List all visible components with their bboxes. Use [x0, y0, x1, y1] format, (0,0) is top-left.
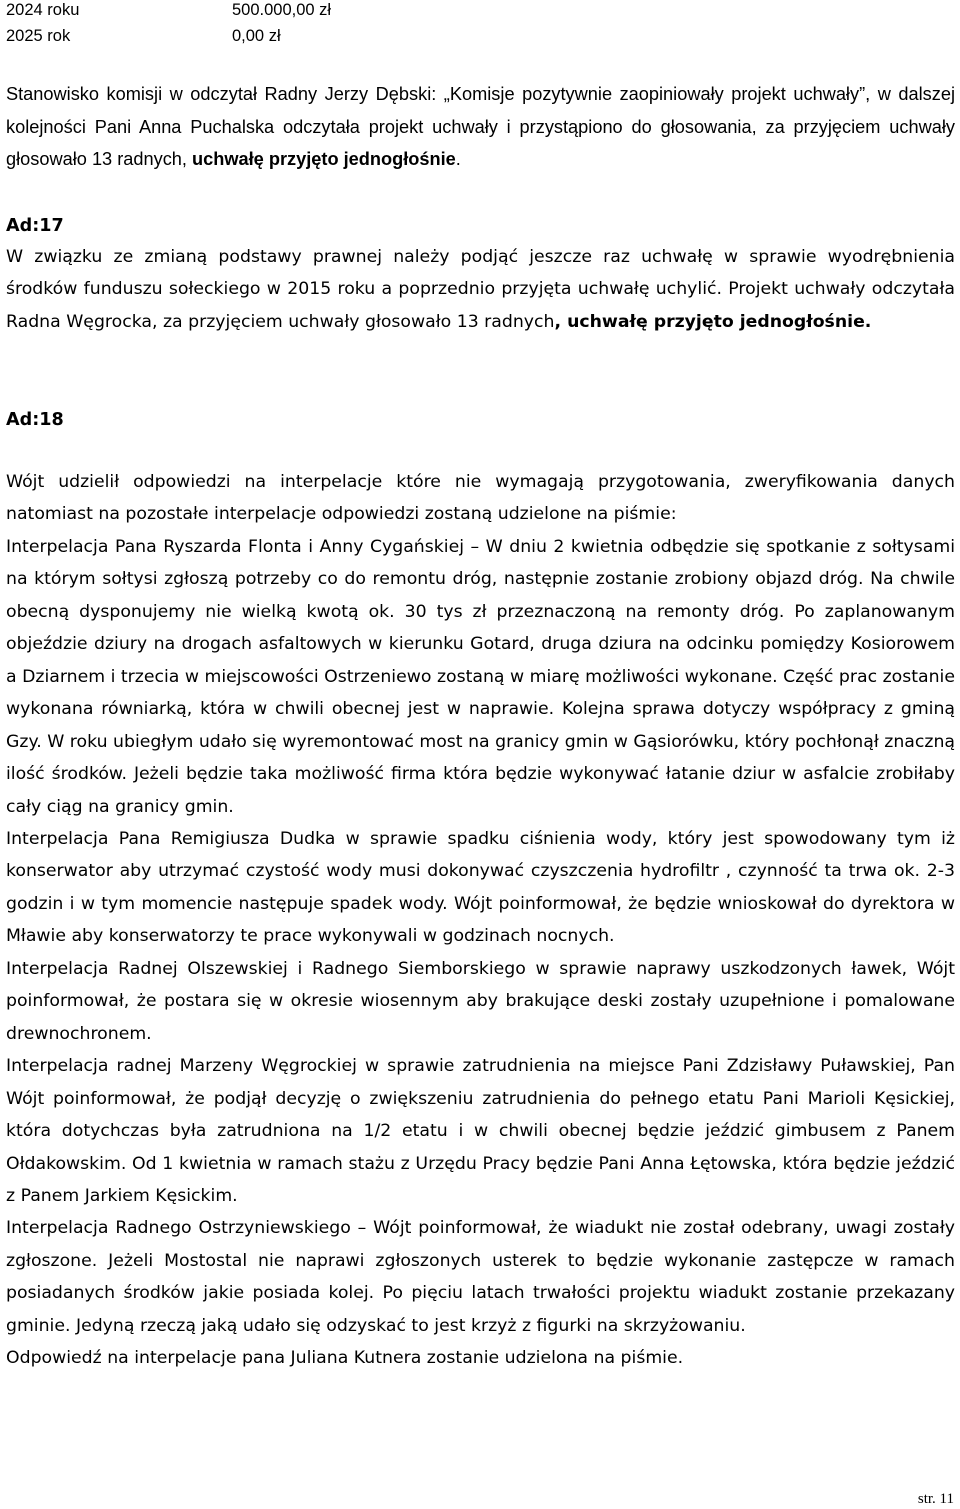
ad17-resolution-adopted: , uchwałę przyjęto jednogłośnie. [554, 311, 872, 332]
ad18-paragraph: Interpelacja Radnej Olszewskiej i Radnego Siemborskiego w sprawie naprawy uszkodzonych ławek, Wójt poinformował, że postara się w okresie wiosennym aby brakujące deski zostały uzupełnione i pomalowane drewnochronem. [6, 958, 955, 1044]
budget-amount: 500.000,00 zł [232, 1, 332, 19]
page-number: str. 11 [917, 1491, 954, 1507]
budget-amount: 0,00 zł [232, 27, 281, 45]
ad18-paragraph: Wójt udzielił odpowiedzi na interpelacje które nie wymagają przygotowania, zweryfikowania danych natomiast na pozostałe interpelacje odpowiedzi zostaną udzielone na piśmie: [6, 472, 955, 525]
commission-statement-paragraph [6, 78, 955, 176]
ad18-section [6, 466, 955, 1375]
ad18-paragraph: Interpelacja radnej Marzeny Węgrockiej w sprawie zatrudnienia na miejsce Pani Zdzisławy Puławskiej, Pan Wójt poinformował, że podjął decyzję o zwiększeniu zatrudnienia do pełnego etatu Pani Marioli Kęsickiej, która dotychczas była zatrudniona na 1/2 etatu i w chwili obecnej będzie jeździć gimbusem z Panem Ołdakowskim. Od 1 kwietnia w ramach stażu z Urzędu Pracy będzie Pani Anna Łętowska, która będzie jeździć z Panem Jarkiem Kęsickim. [6, 1056, 955, 1206]
budget-year: 2024 roku [6, 1, 80, 19]
ad18-paragraph: Odpowiedź na interpelacje pana Juliana Kutnera zostanie udzielona na piśmie. [6, 1348, 684, 1369]
ad17-heading: Ad:17 [6, 216, 64, 236]
ad17-text: W związku ze zmianą podstawy prawnej należy podjąć jeszcze raz uchwałę w sprawie wyodrębnienia środków funduszu sołeckiego w 2015 roku a poprzednio przyjęta uchwałę uchylić. Projekt uchwały odczytała Radna Węgrocka, za przyjęciem uchwały głosowało 13 radnych [6, 247, 955, 332]
ad18-heading: Ad:18 [6, 410, 64, 430]
resolution-adopted-text: uchwałę przyjęto jednogłośnie [192, 149, 456, 169]
ad18-paragraph: Interpelacja Pana Remigiusza Dudka w sprawie spadku ciśnienia wody, który jest spowodowany tym iż konserwator aby utrzymać czystość wody musi dokonywać czyszczenia hydrofiltr , czynność ta trwa ok. 2-3 godzin i w tym momencie następuje spadek wody. Wójt poinformował, że będzie wnioskował do dyrektora w Mławie aby konserwatorzy te prace wykonywali w godzinach nocnych. [6, 828, 955, 947]
ad18-paragraph: Interpelacja Radnego Ostrzyniewskiego – Wójt poinformował, że wiadukt nie został odebrany, uwagi zostały zgłoszone. Jeżeli Mostostal nie naprawi zgłoszonych usterek to będzie wykonanie zastępcze w ramach posiadanych środków jakie posiada kolej. Po pięciu latach trwałości projektu wiadukt zostanie przekazany gminie. Jedyną rzeczą jaką udało się odzyskać to jest krzyż z figurki na skrzyżowaniu. [6, 1218, 955, 1336]
paragraph-end: . [455, 149, 461, 169]
paragraph-text: Stanowisko komisji w odczytał Radny Jerzy Dębski: „Komisje pozytywnie zaopiniowały projekt uchwały”, w dalszej kolejności Pani Anna Puchalska odczytała projekt uchwały i przystąpiono do głosowania, za przyjęciem uchwały głosowało 13 radnych, [6, 84, 955, 169]
ad17-paragraph [6, 241, 955, 338]
ad18-paragraph: Interpelacja Pana Ryszarda Flonta i Anny Cygańskiej – W dniu 2 kwietnia odbędzie się spotkanie z sołtysami na którym sołtysi zgłoszą potrzeby co do remontu dróg, następnie zostanie zrobiony objazd dróg. Na chwile obecną dysponujemy nie wielką kwotą ok. 30 tys zł przeznaczoną na remonty dróg. Po zaplanowanym objeździe dziury na drogach asfaltowych w kierunku Gotard, druga dziura na odcinku pomiędzy Kosiorowem a Dziarnem i trzecia w miejscowości Ostrzeniewo zostaną w miarę możliwości wykonane. Część prac zostanie wykonana równiarką, która w chwili obecnej jest w naprawie. Kolejna sprawa dotyczy współpracy z gminą Gzy. W roku ubiegłym udało się wyremontować most na granicy gmin w Gąsiorówku, który pochłonął znaczną ilość środków. Jeżeli będzie taka możliwość firma która będzie wykonywać łatanie dziur w asfalcie zrobiłaby cały ciąg na granicy gmin. [6, 536, 955, 817]
budget-year: 2025 rok [6, 27, 71, 45]
